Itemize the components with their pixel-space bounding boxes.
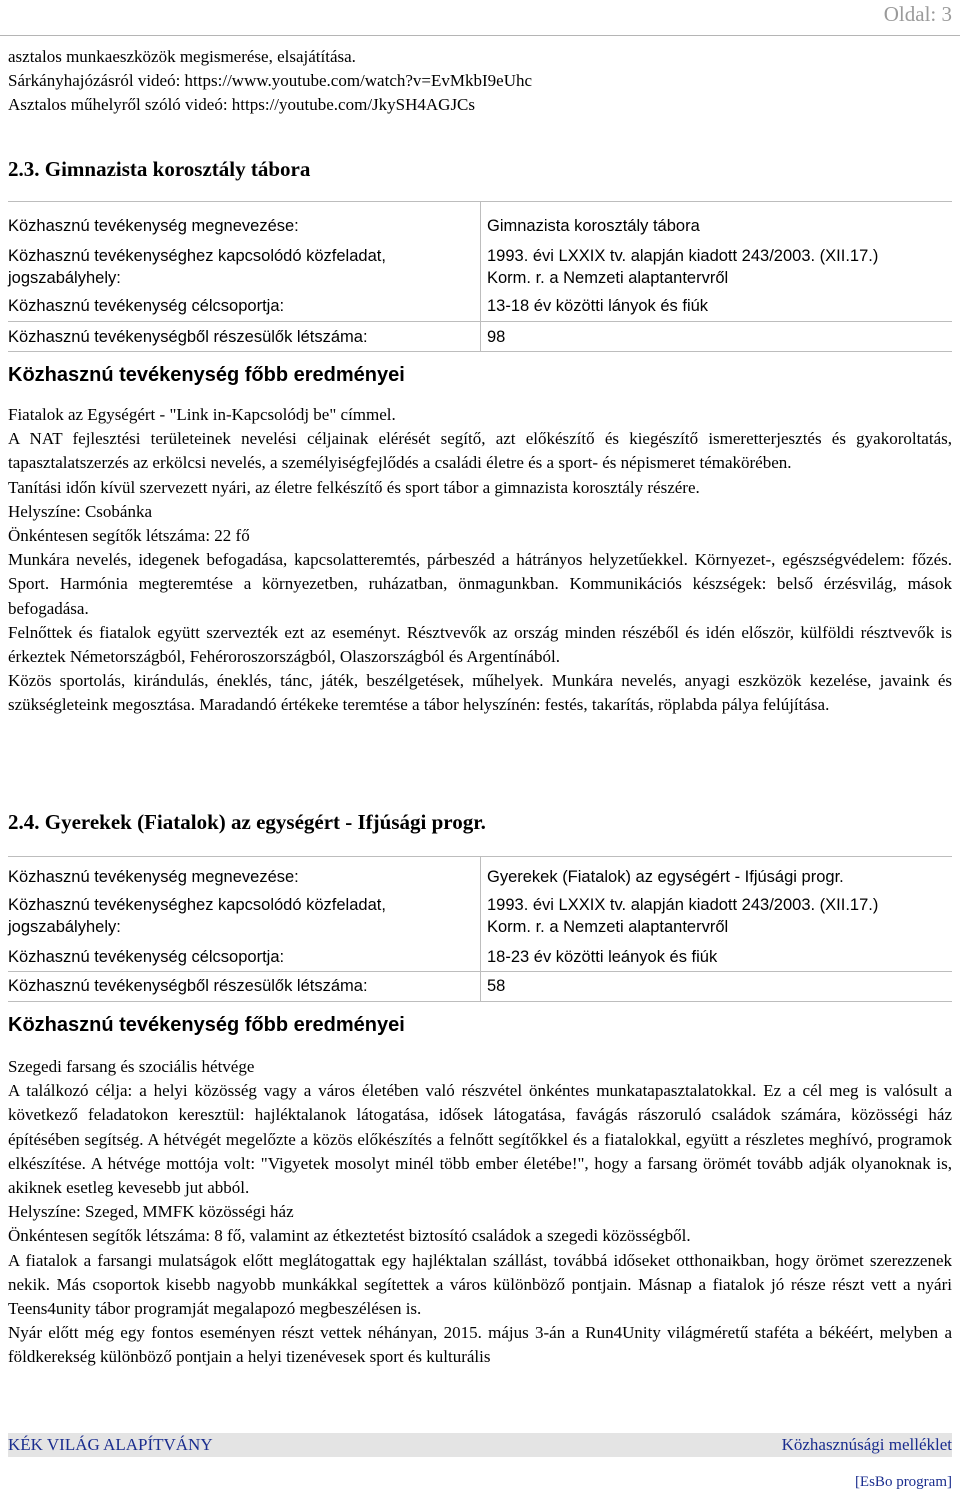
name-label: Közhasznú tevékenység megnevezése: <box>8 217 299 235</box>
task-label-line2: jogszabályhely: <box>8 918 121 936</box>
paragraph: Nyár előtt még egy fontos eseményen részt vettek néhányan, 2015. május 3-án a Run4Unity világméretű staféta a békéért, melyben a földkerekség különböző pontjain a helyi tizenévesek sport és kulturális <box>8 1323 952 1367</box>
paragraph: A találkozó célja: a helyi közösség vagy a város életében való részvétel önkéntes munkatapasztalatokkal. Ez a cél meg is valósult a következő feladatokon keresztül: hajléktalanok látogatása, idősek látogatása, favágás rászoruló családok számára, közösségi ház építésében segítség. A hétvégét megelőzte a közös előkészítés a felnőtt segítőkkel és a fiatalokkal, együtt a részletes meghívó, programok elkészítése. A hétvége mottója volt: "Vigyetek mosolyt minél több ember életébe!", hogy a farsang örömét tovább adják olyanoknak is, akiknek esetleg kevesebb jut abból. <box>8 1081 952 1198</box>
task-value-line2: Korm. r. a Nemzeti alaptantervről <box>487 269 729 287</box>
volunteer-count: Önkéntesen segítők létszáma: 8 fő, valamint az étkeztetést biztosító családok a szegedi közösségből. <box>8 1226 691 1246</box>
paragraph: A fiatalok a farsangi mulatságok előtt meglátogattak egy hajléktalan szállást, továbbá időseket otthonaikban, hogy örömet szerezzenek nekik. Más csoportok kisebb nagyobb munkákkal segítettek a város különböző pontjain. Másnap a fiatalok jó része részt vett a nyári Teens4unity tábor programját megalapozó megbeszélésen is. <box>8 1250 952 1319</box>
section-24-heading: 2.4. Gyerekek (Fiatalok) az egységért - Ifjúsági progr. <box>8 810 486 834</box>
target-label: Közhasznú tevékenység célcsoportja: <box>8 297 285 315</box>
intro-line: asztalos munkaeszközök megismerése, elsajátítása. <box>8 47 356 66</box>
target-value: 18-23 év közötti leányok és fiúk <box>487 948 718 966</box>
target-label: Közhasznú tevékenység célcsoportja: <box>8 948 285 966</box>
table-rule <box>8 351 952 352</box>
name-value: Gyerekek (Fiatalok) az egységért - Ifjúsági progr. <box>487 868 844 886</box>
page-number: Oldal: 3 <box>883 2 952 26</box>
task-label <box>8 894 473 938</box>
paragraph: Felnőttek és fiatalok együtt szervezték ezt az eseményt. Résztvevők az ország minden részéből és idén először, külföldi résztvevők is érkeztek Németországból, Fehéroroszországból, Olaszországból és Argentínából. <box>8 622 952 667</box>
intro-block <box>8 45 952 118</box>
table-rule <box>8 1001 952 1002</box>
task-value <box>487 245 957 289</box>
count-label: Közhasznú tevékenységből részesülők létszáma: <box>8 977 368 995</box>
name-label: Közhasznú tevékenység megnevezése: <box>8 868 299 886</box>
location: Helyszíne: Szeged, MMFK közösségi ház <box>8 1202 294 1222</box>
footer-program: [EsBo program] <box>854 1474 952 1490</box>
footer-document-type: Közhasznúsági melléklet <box>781 1435 952 1454</box>
task-label <box>8 245 473 289</box>
section-23-body <box>8 403 952 718</box>
location: Helyszíne: Csobánka <box>8 501 152 521</box>
task-value-line2: Korm. r. a Nemzeti alaptantervről <box>487 918 729 936</box>
paragraph: Közös sportolás, kirándulás, éneklés, tánc, játék, beszélgetések, műhelyek. Munkára nevelés, anyagi eszközök kezelése, javaink és szükségleteink megosztása. Maradandó értékeke teremtése a tábor helyszínén: festés, takarítás, röplabda pálya felújítása. <box>8 671 952 715</box>
results-title: Szegedi farsang és szociális hétvége <box>8 1057 255 1076</box>
table-divider <box>480 201 481 351</box>
task-label-line2: jogszabályhely: <box>8 269 121 287</box>
section-24-body <box>8 1055 952 1370</box>
footer-bar <box>8 1433 952 1457</box>
paragraph: Tanítási időn kívül szervezett nyári, az életre felkészítő és sport tábor a gimnazista korosztály részére. <box>8 477 700 497</box>
count-value: 98 <box>487 328 506 346</box>
section-23-results-heading: Közhasznú tevékenység főbb eredményei <box>8 364 405 386</box>
header-rule <box>0 35 960 36</box>
target-value: 13-18 év közötti lányok és fiúk <box>487 297 709 315</box>
task-label-line1: Közhasznú tevékenységhez kapcsolódó közfeladat, <box>8 247 386 265</box>
table-divider <box>480 856 481 1001</box>
footer-organization: KÉK VILÁG ALAPÍTVÁNY <box>8 1435 213 1454</box>
intro-line-video-workshop: Asztalos műhelyről szóló videó: https://youtube.com/JkySH4AGJCs <box>8 95 476 115</box>
intro-line-video-dragonboat: Sárkányhajózásról videó: https://www.youtube.com/watch?v=EvMkbI9eUhc <box>8 71 533 91</box>
count-label: Közhasznú tevékenységből részesülők létszáma: <box>8 328 368 346</box>
task-value-line1: 1993. évi LXXIX tv. alapján kiadott 243/2003. (XII.17.) <box>487 896 879 914</box>
section-24-results-heading: Közhasznú tevékenység főbb eredményei <box>8 1014 405 1036</box>
paragraph: Munkára nevelés, idegenek befogadása, kapcsolatteremtés, párbeszéd a hátrányos helyzetűekkel. Környezet-, egészségvédelem: főzés. Sport. Harmónia megteremtése a környezetben, ruházatban, önmagunkban. Kommunikációs készségek: belső érzésvilág, mások befogadása. <box>8 550 952 618</box>
results-title: Fiatalok az Egységért - "Link in-Kapcsolódj be" címmel. <box>8 405 396 424</box>
section-23-heading: 2.3. Gimnazista korosztály tábora <box>8 157 311 181</box>
task-value <box>487 894 957 938</box>
task-label-line1: Közhasznú tevékenységhez kapcsolódó közfeladat, <box>8 896 386 914</box>
paragraph: A NAT fejlesztési területeinek nevelési céljainak elérését segítő, azt előkészítő és kiegészítő ismeretterjesztés és gyakoroltatás, tapasztalatszerzés az erkölcsi nevelés, a személyiségfejlődés a családi életre és a sport- és népismeret témakörében. <box>8 429 952 473</box>
count-value: 58 <box>487 977 506 995</box>
volunteer-count: Önkéntesen segítők létszáma: 22 fő <box>8 526 250 546</box>
name-value: Gimnazista korosztály tábora <box>487 217 700 235</box>
task-value-line1: 1993. évi LXXIX tv. alapján kiadott 243/2003. (XII.17.) <box>487 247 879 265</box>
